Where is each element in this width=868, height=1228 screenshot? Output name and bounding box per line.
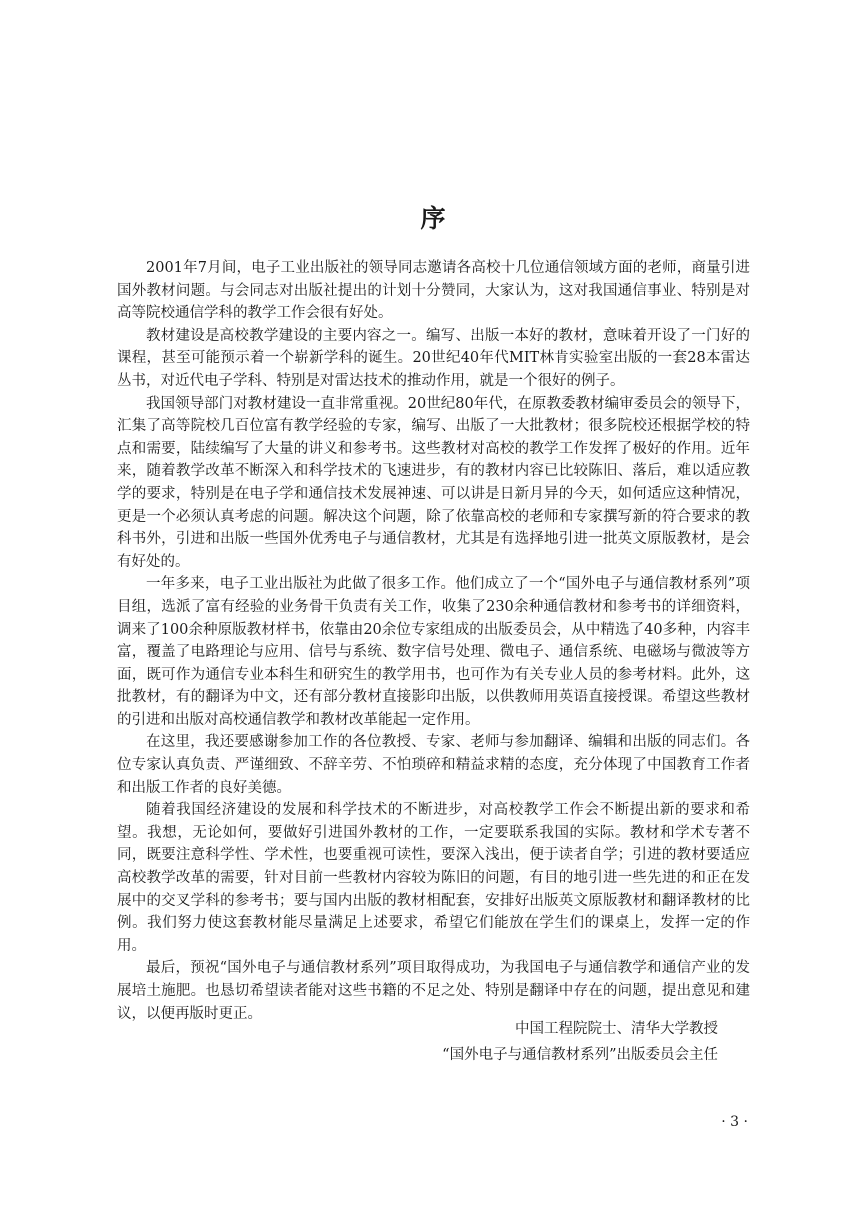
paragraph-1: 2001年7月间，电子工业出版社的领导同志邀请各高校十几位通信领域方面的老师，商量引进国外教材问题。与会同志对出版社提出的计划十分赞同，大家认为，这对我国通信事业、特别是对高等院校通信学科的教学工作会很有好处。	[117, 260, 750, 322]
page-number: · 3 ·	[721, 1114, 748, 1130]
paragraph-7: 最后，预祝“国外电子与通信教材系列”项目取得成功，为我国电子与通信教学和通信产业的发展培土施肥。也恳切希望读者能对这些书籍的不足之处、特别是翻译中存在的问题，提出意见和建议，以便再版时更正。	[117, 960, 750, 1022]
paragraph-3: 我国领导部门对教材建设一直非常重视。20世纪80年代，在原教委教材编审委员会的领导下，汇集了高等院校几百位富有教学经验的专家，编写、出版了一大批教材；很多院校还根据学校的特点和需要，陆续编写了大量的讲义和参考书。这些教材对高校的教学工作发挥了极好的作用。近年来，随着教学改革不断深入和科学技术的飞速进步，有的教材内容已比较陈旧、落后，难以适应教学的要求，特别是在电子学和通信技术发展神速、可以讲是日新月异的今天，如何适应这种情况，更是一个必须认真考虑的问题。解决这个问题，除了依靠高校的老师和专家撰写新的符合要求的教科书外，引进和出版一些国外优秀电子与通信教材，尤其是有选择地引进一批英文原版教材，是会有好处的。	[117, 395, 750, 570]
paragraph-6: 随着我国经济建设的发展和科学技术的不断进步，对高校教学工作会不断提出新的要求和希望。我想，无论如何，要做好引进国外教材的工作，一定要联系我国的实际。教材和学术专著不同，既要注意科学性、学术性，也要重视可读性，要深入浅出，便于读者自学；引进的教材要适应高校教学改革的需要，针对目前一些教材内容较为陈旧的问题，有目的地引进一些先进的和正在发展中的交叉学科的参考书；要与国内出版的教材相配套，安排好出版英文原版教材和翻译教材的比例。我们努力使这套教材能尽量满足上述要求，希望它们能放在学生们的课桌上，发挥一定的作用。	[117, 802, 750, 954]
preface-body	[117, 257, 750, 1025]
signature-line-role: “国外电子与通信教材系列”出版委员会主任	[442, 1047, 718, 1063]
signature-block	[442, 1016, 718, 1068]
paragraph-4: 一年多来，电子工业出版社为此做了很多工作。他们成立了一个“国外电子与通信教材系列”项目组，选派了富有经验的业务骨干负责有关工作，收集了230余种通信教材和参考书的详细资料，调来了100余种原版教材样书，依靠由20余位专家组成的出版委员会，从中精选了40多种，内容丰富，覆盖了电路理论与应用、信号与系统、数字信号处理、微电子、通信系统、电磁场与微波等方面，既可作为通信专业本科生和研究生的教学用书，也可作为有关专业人员的参考材料。此外，这批教材，有的翻译为中文，还有部分教材直接影印出版，以供教师用英语直接授课。希望这些教材的引进和出版对高校通信教学和教材改革能起一定作用。	[117, 576, 750, 728]
signature-line-title: 中国工程院院士、清华大学教授	[515, 1021, 718, 1037]
paragraph-2: 教材建设是高校教学建设的主要内容之一。编写、出版一本好的教材，意味着开设了一门好的课程，甚至可能预示着一个崭新学科的诞生。20世纪40年代MIT林肯实验室出版的一套28本雷达丛书，对近代电子学科、特别是对雷达技术的推动作用，就是一个很好的例子。	[117, 327, 750, 389]
page-title: 序	[420, 204, 448, 233]
paragraph-5: 在这里，我还要感谢参加工作的各位教授、专家、老师与参加翻译、编辑和出版的同志们。各位专家认真负责、严谨细致、不辞辛劳、不怕琐碎和精益求精的态度，充分体现了中国教育工作者和出版工作者的良好美德。	[117, 734, 750, 796]
